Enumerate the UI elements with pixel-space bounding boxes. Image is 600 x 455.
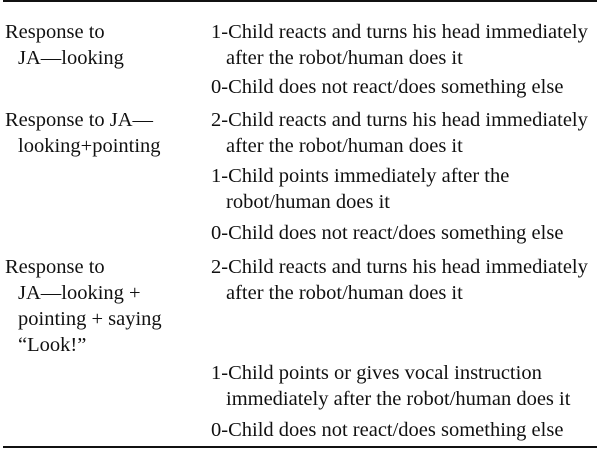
score-looking-1 — [211, 19, 588, 71]
score-line: after the robot/human does it — [226, 47, 463, 69]
score-line: 0-Child does not react/does something else — [211, 222, 564, 244]
table-bottom-rule — [3, 446, 597, 448]
score-line: 1-Child points or gives vocal instruction — [211, 362, 542, 384]
criterion-line: Response to JA— — [5, 109, 154, 131]
criterion-line: looking+pointing — [18, 135, 161, 157]
score-looking-pointing-2 — [211, 107, 588, 159]
criterion-response-ja-looking — [5, 19, 124, 71]
score-line: 2-Child reacts and turns his head immediately — [211, 256, 588, 278]
score-looking-0 — [211, 74, 563, 100]
score-line: robot/human does it — [226, 191, 390, 213]
criterion-response-ja-looking-pointing — [5, 107, 161, 159]
score-looking-pointing-0 — [211, 220, 563, 246]
score-line: after the robot/human does it — [226, 282, 463, 304]
score-line: 0-Child does not react/does something else — [211, 419, 564, 441]
score-looking-pointing-1 — [211, 163, 509, 215]
score-looking-pointing-saying-0 — [211, 417, 563, 443]
score-looking-pointing-saying-2 — [211, 254, 588, 306]
criterion-line: Response to — [5, 21, 105, 43]
score-line: after the robot/human does it — [226, 135, 463, 157]
criterion-response-ja-looking-pointing-saying — [5, 254, 162, 358]
score-line: immediately after the robot/human does it — [226, 388, 571, 410]
table-top-rule — [3, 0, 597, 2]
score-line: 0-Child does not react/does something else — [211, 76, 564, 98]
criterion-line: pointing + saying — [18, 308, 162, 330]
score-line: 1-Child reacts and turns his head immediately — [211, 21, 588, 43]
score-line: 2-Child reacts and turns his head immediately — [211, 109, 588, 131]
score-looking-pointing-saying-1 — [211, 360, 570, 412]
criterion-line: JA—looking — [18, 47, 124, 69]
criterion-line: JA—looking + — [18, 282, 141, 304]
criterion-line: Response to — [5, 256, 105, 278]
criterion-line: “Look!” — [18, 334, 87, 356]
score-line: 1-Child points immediately after the — [211, 165, 510, 187]
